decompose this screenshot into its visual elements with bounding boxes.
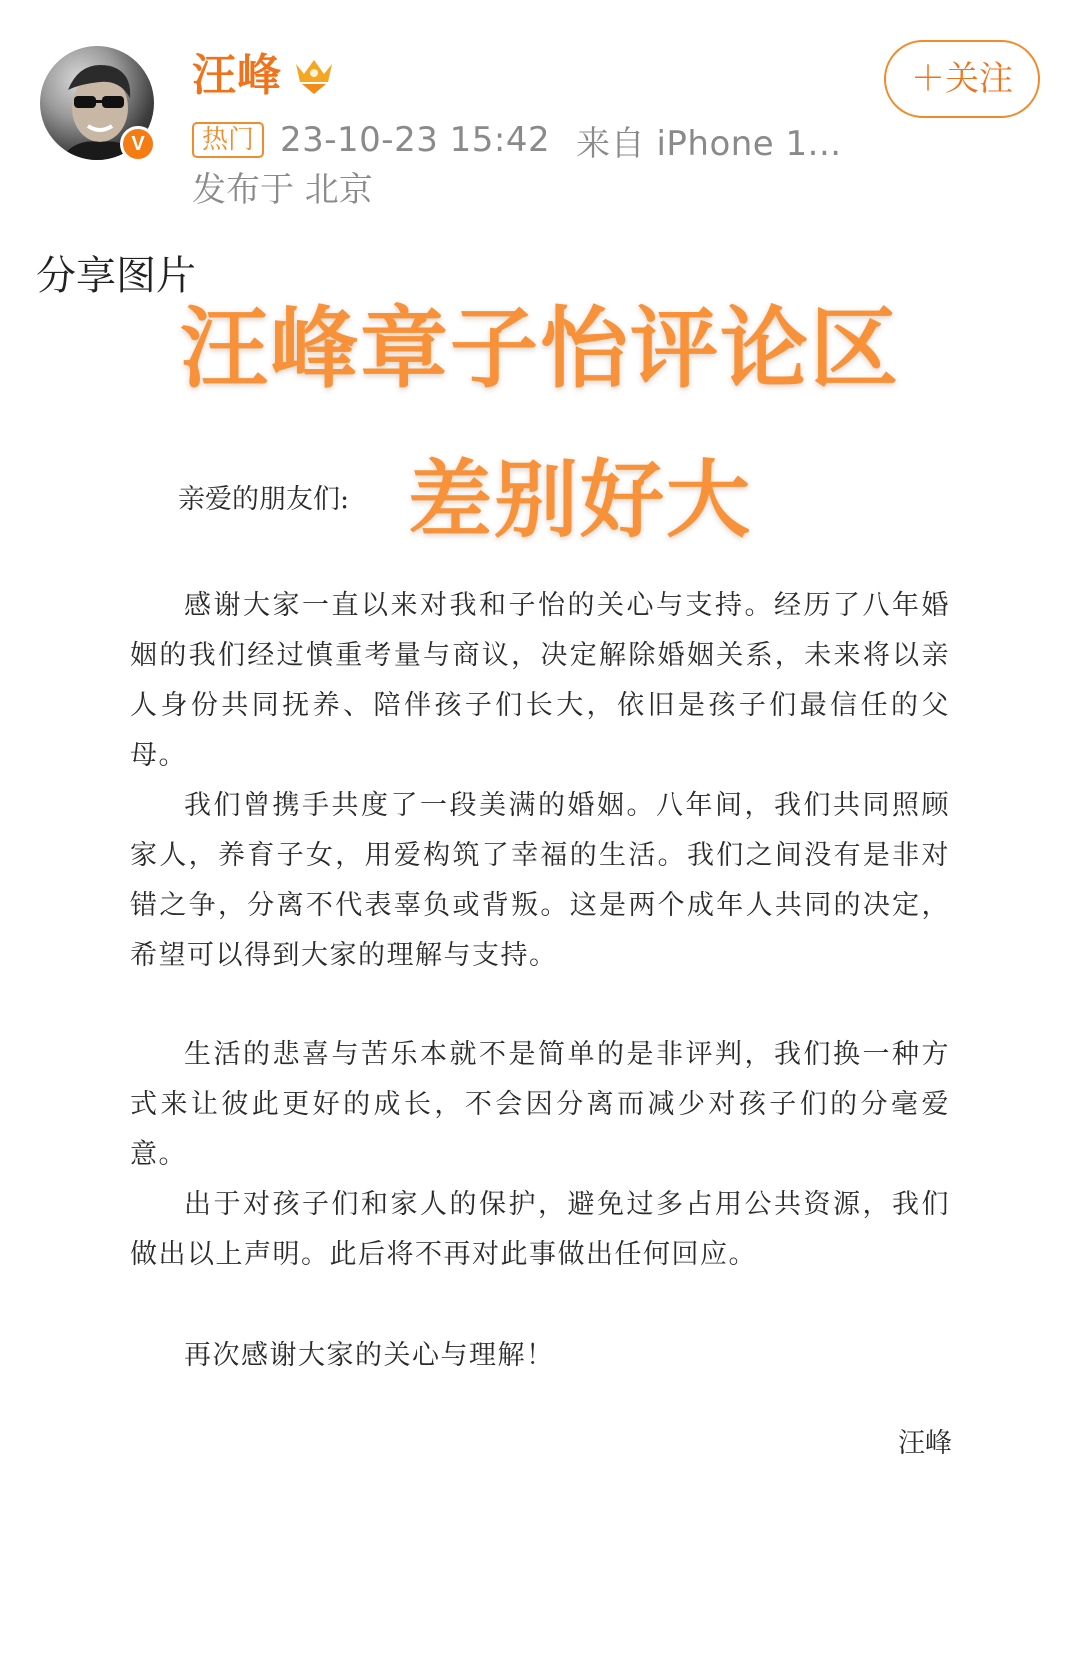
verified-v-icon: V: [120, 126, 156, 162]
post-header: [0, 0, 1080, 230]
username[interactable]: 汪峰: [192, 50, 282, 101]
hot-tag: 热门: [192, 122, 264, 158]
follow-button[interactable]: ＋关注: [884, 40, 1040, 118]
post-timestamp: 23-10-23 15:42: [280, 120, 551, 160]
overlay-subtitle: 差别好大: [408, 450, 753, 549]
letter-paragraph: 再次感谢大家的关心与理解！: [184, 1340, 555, 1371]
vip-crown-icon[interactable]: [292, 56, 336, 96]
post-source: 来自 iPhone 1...: [576, 123, 842, 164]
meta-row: [192, 118, 842, 162]
shared-image[interactable]: [0, 290, 1080, 1656]
letter-paragraph: 生活的悲喜与苦乐本就不是简单的是非评判，我们换一种方式来让彼此更好的成长，不会因分离而减少对孩子们的分毫爱意。: [130, 1039, 950, 1170]
letter-paragraph: 出于对孩子们和家人的保护，避免过多占用公共资源，我们做出以上声明。此后将不再对此事做出任何回应。: [130, 1189, 950, 1270]
overlay-title: 汪峰章子怡评论区: [179, 296, 900, 400]
post-text: 分享图片: [36, 253, 196, 299]
letter-paragraph: 感谢大家一直以来对我和子怡的关心与支持。经历了八年婚姻的我们经过慎重考量与商议，决定解除婚姻关系，未来将以亲人身份共同抚养、陪伴孩子们长大，依旧是孩子们最信任的父母。: [130, 590, 950, 771]
post-location: 发布于 北京: [192, 170, 373, 210]
letter-greeting: 亲爱的朋友们:: [178, 484, 350, 515]
letter-paragraph: 我们曾携手共度了一段美满的婚姻。八年间，我们共同照顾家人，养育子女，用爱构筑了幸福的生活。我们之间没有是非对错之争，分离不代表辜负或背叛。这是两个成年人共同的决定，希望可以得到大家的理解与支持。: [130, 790, 950, 971]
letter-signature: 汪峰: [898, 1428, 952, 1459]
